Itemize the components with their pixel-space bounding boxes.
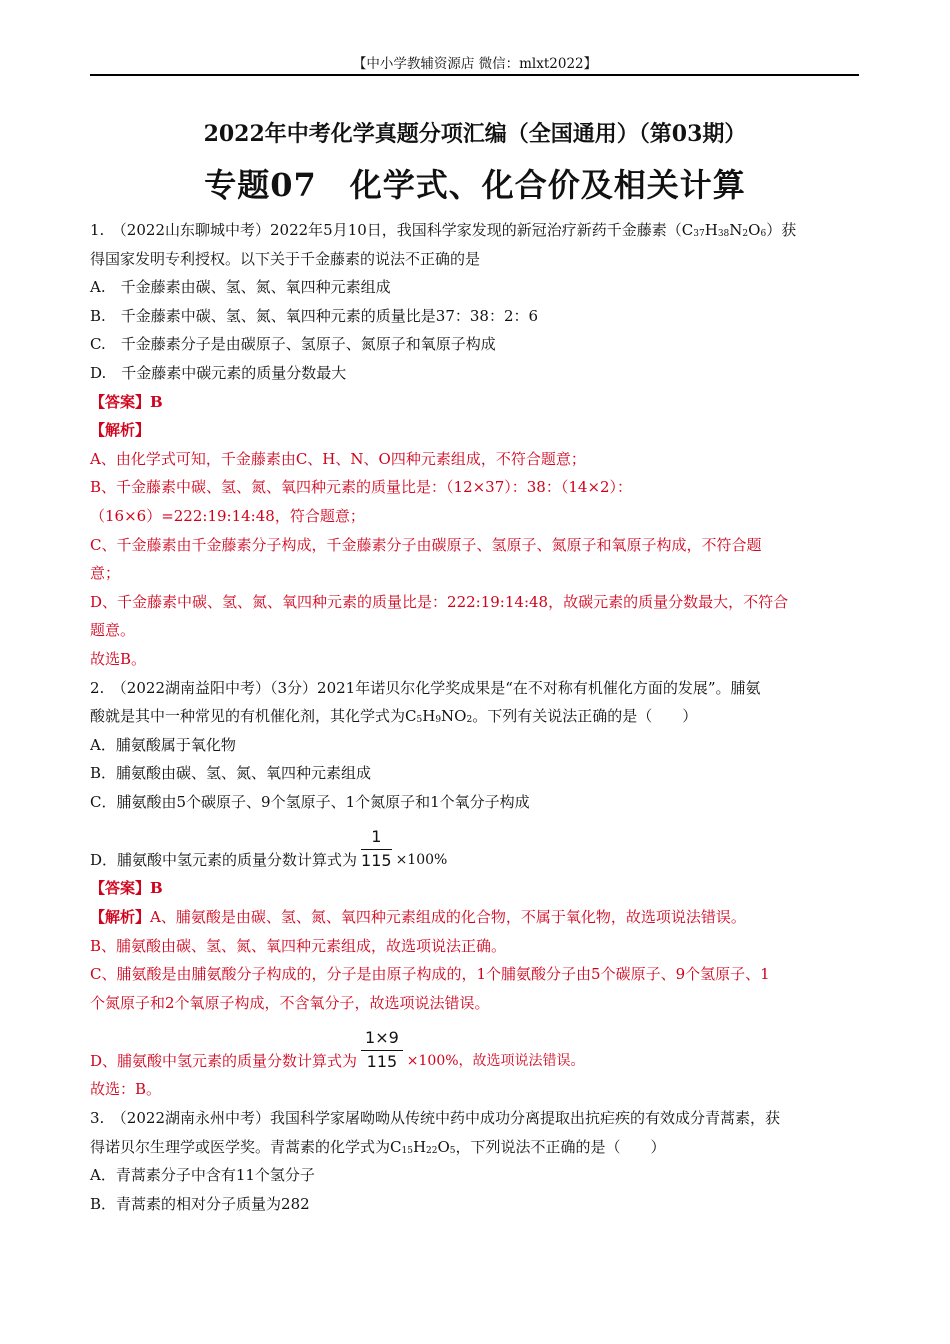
sub: 6 bbox=[760, 229, 767, 239]
elem: H bbox=[422, 707, 436, 726]
q2-stem-line2 bbox=[90, 702, 862, 731]
q3-option-b: B．青蒿素的相对分子质量为282 bbox=[90, 1194, 310, 1213]
q2-option-b: B．脯氨酸由碳、氢、氮、氧四种元素组成 bbox=[90, 764, 372, 783]
sub: 2 bbox=[742, 229, 749, 239]
q2-answer: 【答案】B bbox=[90, 879, 163, 898]
q3-stem-line1: 3. （2022湖南永州中考）我国科学家屠呦呦从传统中药中成功分离提取出抗疟疾的有效成分青蒿素，获 bbox=[90, 1109, 780, 1128]
fraction bbox=[361, 825, 392, 872]
q2-explanation-5-text: D、脯氨酸中氢元素的质量分数计算式为 bbox=[90, 1052, 358, 1071]
q2-text: 酸就是其中一种常见的有机催化剂，其化学式为C bbox=[90, 707, 417, 726]
q1-conclusion: 故选B。 bbox=[90, 649, 147, 668]
q2-option-d-text: D．脯氨酸中氢元素的质量分数计算式为 bbox=[90, 851, 358, 870]
q2-explanation-text: A、脯氨酸是由碳、氢、氮、氧四种元素组成的化合物，不属于氧化物，故选项说法错误。 bbox=[150, 908, 746, 927]
elem: H bbox=[704, 221, 718, 239]
sub: 2 bbox=[466, 715, 473, 726]
q1-explanation-2: B、千金藤素中碳、氢、氮、氧四种元素的质量比是：（12×37）：38：（14×2）： bbox=[90, 478, 633, 497]
q1-explanation-6: D、千金藤素中碳、氢、氮、氧四种元素的质量比是：222:19:14:48，故碳元素的质量分数最大，不符合 bbox=[90, 592, 789, 611]
elem: O bbox=[437, 1137, 450, 1156]
q1-answer: 【答案】B bbox=[90, 392, 163, 411]
q1-explanation-4: C、千金藤素由千金藤素分子构成，千金藤素分子由碳原子、氢原子、氮原子和氧原子构成，不符合题 bbox=[90, 535, 762, 554]
sub: 22 bbox=[426, 1145, 438, 1156]
percent-suffix: ×100% bbox=[395, 852, 448, 869]
q3-option-a: A．青蒿素分子中含有11个氢分子 bbox=[90, 1166, 315, 1185]
q2-stem-line1: 2. （2022湖南益阳中考）（3分）2021年诺贝尔化学奖成果是“在不对称有机催化方面的发展”。脯氨 bbox=[90, 678, 761, 697]
header-bar: 【中小学教辅资源店 微信：mlxt2022】 bbox=[352, 56, 598, 72]
document-title: 2022年中考化学真题分项汇编（全国通用）（第03期） bbox=[203, 121, 747, 147]
q1-explanation-5: 意； bbox=[90, 564, 121, 583]
q2-analysis-label: 【解析】 bbox=[90, 908, 151, 927]
explanation-tail: ×100%，故选项说法错误。 bbox=[406, 1053, 585, 1070]
q1-explanation-7: 题意。 bbox=[90, 621, 136, 640]
q3-text: 得诺贝尔生理学或医学奖。青蒿素的化学式为C bbox=[90, 1137, 402, 1156]
q2-text-tail: 。下列有关说法正确的是（ ） bbox=[472, 707, 698, 726]
elem: O bbox=[748, 221, 761, 239]
q1-stem-line2: 得国家发明专利授权。以下关于千金藤素的说法不正确的是 bbox=[90, 249, 481, 268]
elem: N bbox=[729, 221, 743, 239]
sub: 38 bbox=[717, 229, 730, 239]
q2-explanation-4: 个氮原子和2个氧原子构成，不含氧分子，故选项说法错误。 bbox=[90, 993, 490, 1012]
q1-explanation-3: （16×6）=222:19:14:48，符合题意； bbox=[90, 506, 365, 525]
q1-stem-line1 bbox=[90, 216, 862, 245]
document-subtitle: 专题07 化学式、化合价及相关计算 bbox=[204, 166, 746, 204]
elem: NO bbox=[441, 707, 467, 726]
q1-option-d: D. 千金藤素中碳元素的质量分数最大 bbox=[90, 363, 347, 382]
q2-option-a: A．脯氨酸属于氧化物 bbox=[90, 735, 236, 754]
sub: 5 bbox=[449, 1145, 456, 1156]
fraction-denominator: 115 bbox=[366, 1052, 398, 1072]
q1-option-a: A. 千金藤素由碳、氢、氮、氧四种元素组成 bbox=[90, 278, 391, 297]
sub: 15 bbox=[401, 1145, 413, 1156]
fraction-numerator: 1 bbox=[361, 825, 392, 850]
q1-option-c: C. 千金藤素分子是由碳原子、氢原子、氮原子和氧原子构成 bbox=[90, 335, 496, 354]
fraction bbox=[361, 1026, 403, 1073]
sub: 37 bbox=[693, 229, 705, 239]
q2-explanation-2: B、脯氨酸由碳、氢、氮、氧四种元素组成，故选项说法正确。 bbox=[90, 936, 507, 955]
header-divider bbox=[90, 74, 859, 76]
q1-analysis-label: 【解析】 bbox=[90, 421, 151, 440]
document-body bbox=[90, 216, 862, 1218]
fraction-numerator: 1×9 bbox=[361, 1026, 403, 1051]
q2-option-d bbox=[90, 816, 862, 874]
q2-option-c: C．脯氨酸由5个碳原子、9个氢原子、1个氮原子和1个氧分子构成 bbox=[90, 792, 530, 811]
q2-explanation-3: C、脯氨酸是由脯氨酸分子构成的，分子是由原子构成的，1个脯氨酸分子由5个碳原子、9个氢原子、1 bbox=[90, 965, 770, 984]
sub: 9 bbox=[435, 715, 442, 726]
elem: H bbox=[412, 1137, 427, 1156]
q1-option-b: B. 千金藤素中碳、氢、氮、氧四种元素的质量比是37：38：2：6 bbox=[90, 306, 539, 325]
q1-text: 1. （2022山东聊城中考）2022年5月10日，我国科学家发现的新冠治疗新药千金藤素（C bbox=[90, 221, 694, 239]
q2-explanation-5 bbox=[90, 1017, 862, 1075]
q1-text-tail: ）获 bbox=[766, 221, 797, 239]
q3-stem-line2 bbox=[90, 1133, 862, 1162]
q1-explanation-1: A、由化学式可知，千金藤素由C、H、N、O四种元素组成，不符合题意； bbox=[90, 449, 586, 468]
q3-text-tail: ，下列说法不正确的是（ ） bbox=[455, 1137, 666, 1156]
fraction-denominator: 115 bbox=[361, 851, 392, 871]
sub: 5 bbox=[416, 715, 423, 726]
q2-explanation-1 bbox=[90, 903, 862, 932]
q2-conclusion: 故选：B。 bbox=[90, 1080, 162, 1099]
